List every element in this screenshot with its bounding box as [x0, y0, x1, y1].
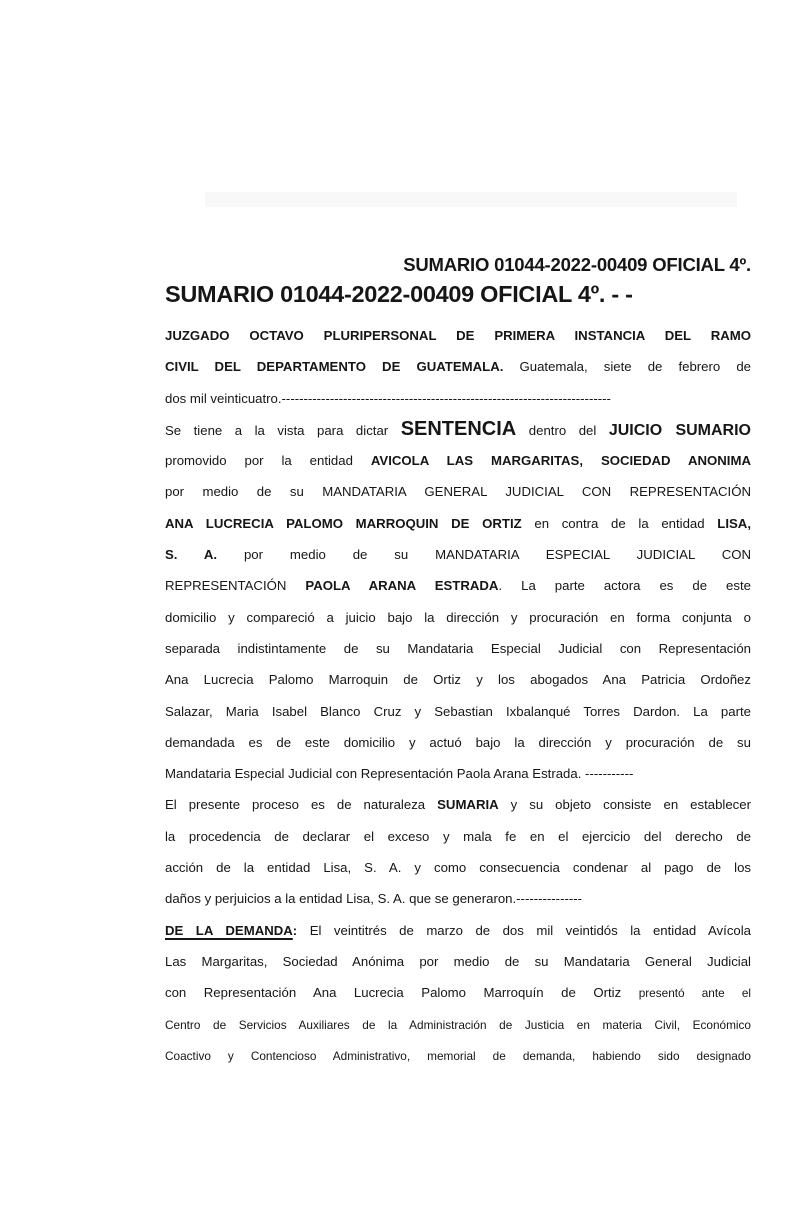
text-segment: CIVIL DEL DEPARTAMENTO DE GUATEMALA.: [165, 359, 504, 375]
document-line: [165, 539, 751, 570]
text-segment: Las Margaritas, Sociedad Anónima por medio de su Mandataria General Judicial: [165, 953, 751, 969]
text-segment: Salazar, Maria Isabel Blanco Cruz y Sebastian Ixbalanqué Torres Dardon. La parte: [165, 703, 751, 719]
document-line: [165, 414, 751, 445]
text-segment: separada indistintamente de su Mandataria Especial Judicial con Representación: [165, 640, 751, 656]
text-segment: AVICOLA LAS MARGARITAS, SOCIEDAD ANONIMA: [370, 453, 751, 469]
text-segment: ANA LUCRECIA PALOMO MARROQUIN DE ORTIZ: [165, 515, 522, 531]
text-segment: domicilio y compareció a juicio bajo la dirección y procuración en forma conjunta o: [165, 609, 751, 625]
text-segment: dentro del: [516, 422, 609, 438]
text-segment: con Representación Ana Lucrecia Palomo Marroquín de Ortiz: [165, 985, 639, 1001]
document-line: [165, 946, 751, 977]
text-segment: REPRESENTACIÓN: [165, 578, 306, 594]
text-segment: PAOLA ARANA ESTRADA: [305, 578, 499, 594]
document-line: [165, 821, 751, 852]
document-line: [165, 758, 751, 789]
document-line: [165, 696, 751, 727]
document-line: [165, 445, 751, 476]
text-segment: Centro de Servicios Auxiliares de la Administración de Justicia en materia Civil, Económico: [165, 1017, 751, 1032]
document-line: [165, 476, 751, 507]
text-segment: Coactivo y Contencioso Administrativo, memorial de demanda, habiendo sido designado: [165, 1048, 751, 1063]
document-line: [165, 633, 751, 664]
text-segment: daños y perjuicios a la entidad Lisa, S. A. que se generaron.---------------: [165, 891, 583, 907]
document-line: [165, 1040, 751, 1071]
text-segment: El veintitrés de marzo de dos mil veintidós la entidad Avícola: [309, 922, 752, 938]
document: [165, 252, 751, 1071]
text-segment: LISA,: [717, 515, 751, 531]
document-line: [165, 570, 751, 601]
document-line: [165, 883, 751, 914]
scan-artifact-band: [205, 192, 737, 207]
text-segment: SUMARIA: [437, 797, 499, 813]
document-line: [165, 852, 751, 883]
case-number-header: SUMARIO 01044-2022-00409 OFICIAL 4º.: [403, 254, 751, 275]
document-line: [165, 727, 751, 758]
text-segment: presentó ante el: [638, 986, 751, 1001]
text-segment: Guatemala, siete de febrero de: [503, 359, 752, 375]
text-segment: Ana Lucrecia Palomo Marroquin de Ortiz y los abogados Ana Patricia Ordoñez: [165, 672, 751, 688]
document-line: [165, 383, 751, 414]
document-line: [165, 320, 751, 351]
text-segment: Se tiene a la vista para dictar: [165, 422, 401, 438]
text-segment: DE LA DEMANDA: [165, 922, 293, 938]
text-segment: JUZGADO OCTAVO PLURIPERSONAL DE PRIMERA INSTANCIA DEL RAMO: [165, 328, 751, 343]
text-segment: por medio de su MANDATARIA GENERAL JUDICIAL CON REPRESENTACIÓN: [165, 484, 751, 500]
document-line: [165, 351, 751, 382]
document-line: [165, 977, 751, 1008]
text-segment: en contra de la entidad: [521, 515, 718, 531]
document-line: [165, 1009, 751, 1040]
document-body: [165, 320, 751, 1071]
document-line: [165, 789, 751, 820]
text-segment: la procedencia de declarar el exceso y mala fe en el ejercicio del derecho de: [165, 828, 751, 844]
text-segment: dos mil veinticuatro.---------------------------------------------------------------------------: [165, 390, 611, 406]
document-line: [165, 508, 751, 539]
document-line: [165, 664, 751, 695]
text-segment: S. A.: [165, 547, 218, 563]
text-segment: JUICIO SUMARIO: [608, 421, 752, 439]
text-segment: :: [292, 922, 310, 938]
text-segment: y su objeto consiste en establecer: [498, 797, 751, 813]
document-line: [165, 602, 751, 633]
text-segment: acción de la entidad Lisa, S. A. y como consecuencia condenar al pago de los: [165, 860, 751, 876]
text-segment: . La parte actora es de este: [498, 578, 751, 594]
text-segment: Mandataria Especial Judicial con Representación Paola Arana Estrada. -----------: [165, 766, 634, 782]
text-segment: El presente proceso es de naturaleza: [165, 797, 438, 813]
page-title: SUMARIO 01044-2022-00409 OFICIAL 4º. - -: [165, 281, 633, 307]
text-segment: demandada es de este domicilio y actuó bajo la dirección y procuración de su: [165, 734, 751, 750]
text-segment: SENTENCIA: [400, 417, 517, 440]
text-segment: por medio de su MANDATARIA ESPECIAL JUDICIAL CON: [217, 547, 752, 563]
text-segment: promovido por la entidad: [165, 453, 371, 469]
document-line: [165, 915, 751, 946]
